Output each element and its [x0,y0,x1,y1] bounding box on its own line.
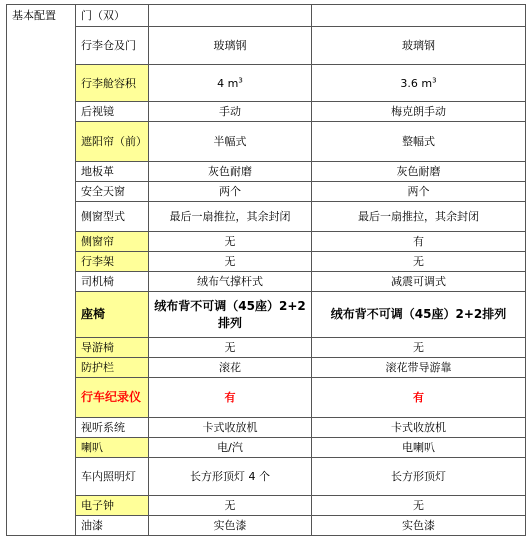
table-row [7,338,526,358]
value-b: 实色漆 [312,516,526,536]
row-label: 安全天窗 [76,182,149,202]
table-row [7,292,526,338]
value-b-unit-sup: 3 [432,75,437,84]
value-b [312,65,526,102]
value-a: 电/汽 [149,438,312,458]
value-b: 滚花带导游靠 [312,358,526,378]
value-a: 卡式收放机 [149,418,312,438]
value-b-number: 3.6 m [400,76,433,90]
value-a: 长方形顶灯 4 个 [149,458,312,496]
table-row [7,272,526,292]
spec-table [6,4,526,536]
value-a: 玻璃钢 [149,27,312,65]
row-label: 喇叭 [76,438,149,458]
value-b [312,5,526,27]
value-b: 有 [312,378,526,418]
table-row [7,252,526,272]
row-label: 行李舱容积 [76,65,149,102]
value-a: 绒布背不可调（45座）2+2排列 [149,292,312,338]
value-b: 无 [312,496,526,516]
value-a: 实色漆 [149,516,312,536]
table-row [7,496,526,516]
row-label: 侧窗型式 [76,202,149,232]
table-row [7,378,526,418]
row-label: 遮阳帘（前） [76,122,149,162]
value-b: 电喇叭 [312,438,526,458]
table-row [7,65,526,102]
value-b: 减震可调式 [312,272,526,292]
value-b: 无 [312,252,526,272]
value-b: 有 [312,232,526,252]
value-a: 灰色耐磨 [149,162,312,182]
table-row [7,358,526,378]
table-row [7,202,526,232]
row-label: 视听系统 [76,418,149,438]
value-a [149,65,312,102]
value-a: 半幅式 [149,122,312,162]
value-b: 灰色耐磨 [312,162,526,182]
row-label: 油漆 [76,516,149,536]
value-b: 玻璃钢 [312,27,526,65]
table-row [7,458,526,496]
row-label: 行李仓及门 [76,27,149,65]
value-b: 长方形顶灯 [312,458,526,496]
row-label: 行李架 [76,252,149,272]
table-row [7,122,526,162]
value-a: 最后一扇推拉，其余封闭 [149,202,312,232]
value-a: 无 [149,252,312,272]
value-a-unit-sup: 3 [238,75,243,84]
row-label: 防护栏 [76,358,149,378]
value-a [149,5,312,27]
value-a-number: 4 m [217,76,239,90]
value-a: 手动 [149,102,312,122]
row-label: 门（双） [76,5,149,27]
table-row [7,162,526,182]
row-label: 地板革 [76,162,149,182]
row-label: 车内照明灯 [76,458,149,496]
group-label: 基本配置 [7,5,76,536]
value-a: 两个 [149,182,312,202]
table-row [7,182,526,202]
value-b: 梅克朗手动 [312,102,526,122]
table-row [7,5,526,27]
value-b: 最后一扇推拉，其余封闭 [312,202,526,232]
value-a: 绒布气撑杆式 [149,272,312,292]
row-label: 侧窗帘 [76,232,149,252]
row-label: 行车纪录仪 [76,378,149,418]
value-b: 卡式收放机 [312,418,526,438]
value-a: 无 [149,496,312,516]
value-b: 绒布背不可调（45座）2+2排列 [312,292,526,338]
row-label: 司机椅 [76,272,149,292]
value-a: 无 [149,338,312,358]
table-row [7,232,526,252]
table-row [7,418,526,438]
value-a: 滚花 [149,358,312,378]
row-label: 后视镜 [76,102,149,122]
table-row [7,438,526,458]
value-b: 无 [312,338,526,358]
value-b: 两个 [312,182,526,202]
table-row [7,516,526,536]
value-a: 无 [149,232,312,252]
table-row [7,102,526,122]
table-row [7,27,526,65]
row-label: 导游椅 [76,338,149,358]
value-a: 有 [149,378,312,418]
value-b: 整幅式 [312,122,526,162]
row-label: 座椅 [76,292,149,338]
row-label: 电子钟 [76,496,149,516]
